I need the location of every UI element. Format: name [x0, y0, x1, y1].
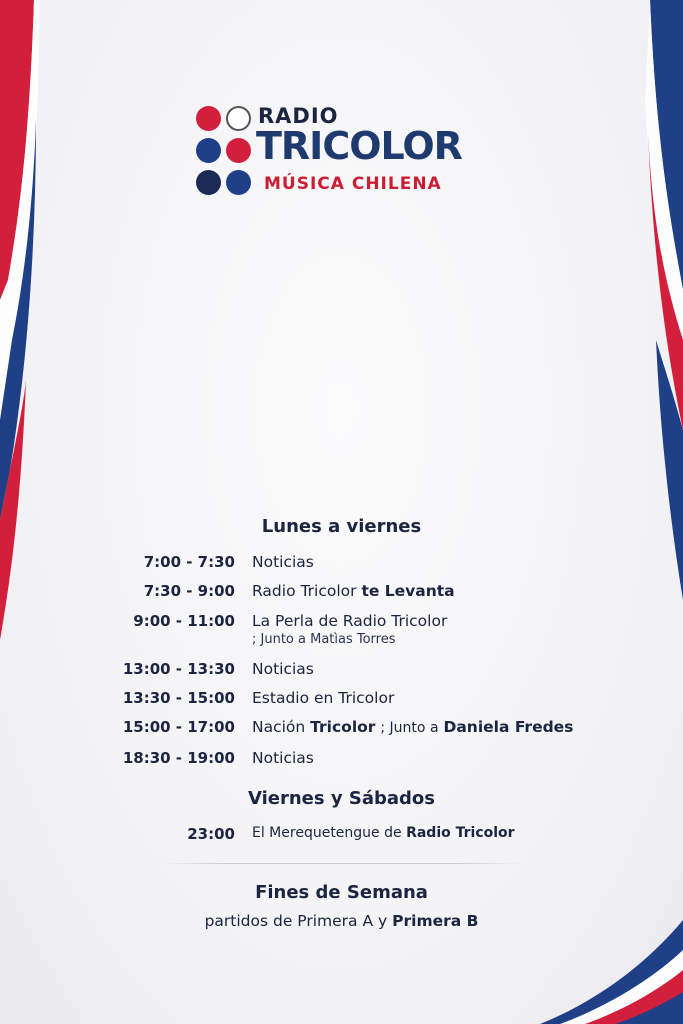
- logo-dots: [196, 106, 252, 196]
- schedule-show: La Perla de Radio Tricolor: [252, 612, 448, 630]
- show-name: El Merequetengue de: [252, 825, 402, 841]
- logo-dot: [196, 170, 221, 195]
- logo-dot: [226, 138, 251, 163]
- show-name-bold: Radio Tricolor: [406, 825, 515, 841]
- weekend-text-regular: partidos de Primera A y: [204, 912, 388, 930]
- weekend-text-bold: Primera B: [392, 912, 479, 930]
- schedule-row: [0, 660, 683, 684]
- logo-radio-text: RADIO: [258, 104, 339, 128]
- logo-dot: [226, 106, 251, 131]
- schedule-show: [252, 825, 515, 841]
- schedule-time: 23:00: [187, 825, 235, 843]
- schedule-row: [0, 582, 683, 606]
- schedule-time: 18:30 - 19:00: [122, 749, 235, 767]
- schedule-time: 7:30 - 9:00: [143, 582, 235, 600]
- schedule-row: [0, 689, 683, 713]
- schedule-time: 13:00 - 13:30: [122, 660, 235, 678]
- radio-tricolor-logo: [196, 100, 506, 200]
- weekdays-heading: Lunes a viernes: [261, 516, 422, 537]
- schedule-show: Noticias: [252, 660, 314, 678]
- section-divider: [160, 863, 523, 864]
- weekend-heading: Fines de Semana: [255, 882, 428, 903]
- schedule-show: [252, 718, 573, 736]
- show-name-bold: Tricolor: [310, 718, 376, 736]
- show-host-prefix: ; Junto a: [380, 720, 439, 736]
- logo-dot: [196, 138, 221, 163]
- schedule-show: Estadio en Tricolor: [252, 689, 395, 707]
- schedule-row: [0, 553, 683, 577]
- schedule-row: [0, 718, 683, 742]
- schedule-show: [252, 582, 455, 600]
- schedule-host-note: ; Junto a Matìas Torres: [252, 632, 396, 647]
- schedule-time: 9:00 - 11:00: [133, 612, 235, 630]
- schedule-show: Noticias: [252, 749, 314, 767]
- schedule-show: Noticias: [252, 553, 314, 571]
- schedule-row: [0, 612, 683, 656]
- show-host-name: Daniela Fredes: [443, 718, 574, 736]
- friday-saturday-heading: Viernes y Sábados: [248, 788, 435, 809]
- schedule-row: [0, 749, 683, 773]
- logo-name-text: TRICOLOR: [256, 124, 462, 168]
- schedule-time: 15:00 - 17:00: [122, 718, 235, 736]
- schedule-time: 7:00 - 7:30: [143, 553, 235, 571]
- weekend-text: [0, 912, 683, 930]
- logo-dot: [196, 106, 221, 131]
- logo-dot: [226, 170, 251, 195]
- schedule-time: 13:30 - 15:00: [122, 689, 235, 707]
- show-name: Nación: [252, 718, 306, 736]
- logo-subtitle: MÚSICA CHILENA: [264, 174, 442, 194]
- schedule-row: [0, 825, 683, 849]
- show-name-bold: te Levanta: [361, 582, 455, 600]
- show-name: Radio Tricolor: [252, 582, 357, 600]
